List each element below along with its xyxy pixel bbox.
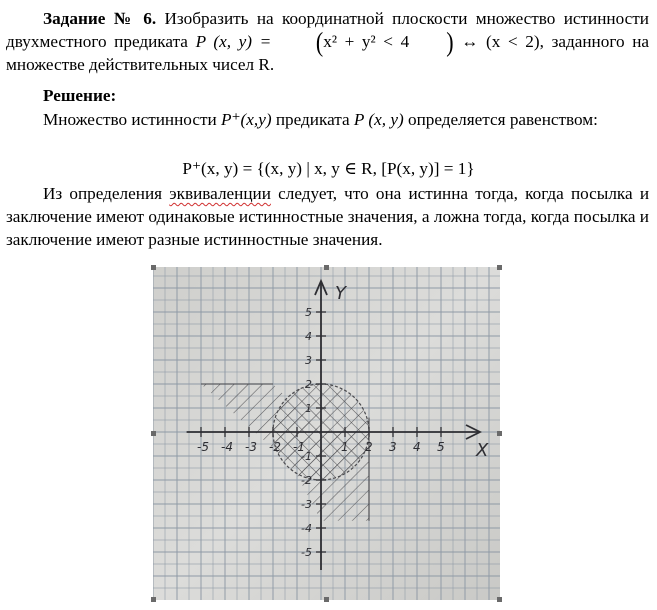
x-tick-label: -5 [197, 440, 209, 454]
resize-handle-top-left[interactable] [151, 265, 156, 270]
resize-handle-right[interactable] [497, 431, 502, 436]
x-tick-label: -3 [245, 440, 257, 454]
solution-heading-line [6, 84, 649, 107]
y-tick-label: -1 [301, 450, 312, 463]
x-tick-label: 4 [413, 440, 421, 454]
solution-heading: Решение: [43, 86, 117, 105]
resize-handle-bottom-left[interactable] [151, 597, 156, 602]
y-tick-label: -4 [301, 522, 312, 535]
task-heading: Задание № 6. [43, 9, 157, 28]
predicate-symbol: P (x, y) [353, 110, 404, 129]
y-tick-label: -2 [301, 474, 312, 487]
equivalence-symbol: ↔ [461, 32, 479, 51]
formula-left: x² + y² < 4 [323, 32, 410, 51]
resize-handle-top[interactable] [324, 265, 329, 270]
truth-set-equation: P⁺(x, y) = {(x, y) | x, y ∈ R, [P(x, y)] = 1} [182, 159, 475, 178]
y-tick-label: -3 [301, 498, 312, 511]
solution-text-2b: следует, что она истинна тогда, когда посылка и заключение имеют одинаковые истинностные значения, а ложна тогда, когда посылка и заключение имеют разные истинностные значения. [6, 184, 650, 249]
x-axis-label: X [476, 440, 489, 461]
right-paren-icon: ) [446, 25, 454, 57]
solution-text-1a: Множество истинности [43, 110, 217, 129]
solution-paragraph-2 [6, 182, 649, 251]
resize-handle-bottom-right[interactable] [497, 597, 502, 602]
x-tick-label: -4 [221, 440, 233, 454]
x-tick-label: 1 [341, 440, 349, 454]
resize-handle-top-right[interactable] [497, 265, 502, 270]
graph-photo [153, 267, 500, 600]
x-tick-label: 5 [437, 440, 445, 454]
y-axis-label: Y [335, 283, 346, 304]
resize-handle-bottom[interactable] [324, 597, 329, 602]
task-formula: (x² + y² < 4 ) ↔ (x < 2) [279, 32, 540, 51]
y-tick-label: 1 [305, 402, 312, 415]
task-text: Изобразить на координатной плоскости множество истинности двухместного предиката [6, 9, 649, 51]
formula-right: x < 2 [491, 32, 534, 51]
left-paren-icon: ( [315, 25, 324, 57]
y-tick-label: 2 [305, 378, 312, 391]
task-text-end: , заданного на множестве действительных чисел R. [6, 32, 650, 74]
y-tick-label: 5 [305, 306, 312, 319]
resize-handle-left[interactable] [151, 431, 156, 436]
x-tick-label: 2 [365, 440, 373, 454]
graph-svg [153, 267, 500, 600]
y-tick-label: -5 [301, 546, 312, 559]
x-tick-label: 3 [389, 440, 397, 454]
solution-paragraph-1 [6, 108, 649, 131]
y-tick-label: 4 [305, 330, 312, 343]
task-paragraph [6, 7, 649, 76]
predicate-name: P (x, y) = [195, 32, 272, 51]
x-tick-label: -2 [269, 440, 281, 454]
x-tick-label: -1 [293, 440, 305, 454]
spellcheck-word: эквиваленции [169, 184, 271, 203]
solution-text-1c: определяется равенством: [408, 110, 598, 129]
y-tick-label: 3 [305, 354, 312, 367]
truth-set-symbol: P⁺(x,y) [220, 110, 272, 129]
solution-text-2a: Из определения [43, 184, 163, 203]
solution-text-1b: предиката [275, 110, 350, 129]
